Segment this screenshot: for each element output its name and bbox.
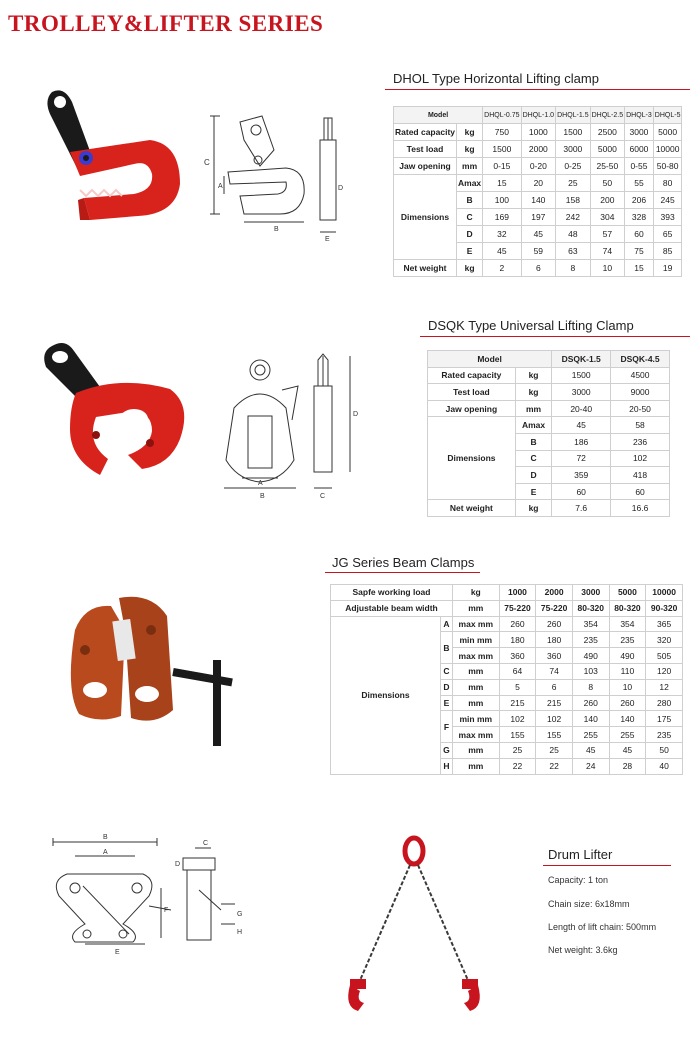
table-cell: 359 [552, 467, 611, 484]
dhol-clamp-photo [30, 80, 190, 230]
table-row [394, 158, 682, 175]
dhol-section-title: DHOL Type Horizontal Lifting clamp [393, 71, 599, 86]
table-cell: 180 [536, 632, 573, 648]
table-cell: 236 [611, 433, 670, 450]
dsqk-title-rule [420, 336, 690, 337]
table-cell: 140 [572, 711, 609, 727]
drum-lifter-photo [330, 835, 500, 1035]
table-cell: 175 [646, 711, 683, 727]
jg-dim-letter: D [441, 679, 453, 695]
jg-dim-letter: G [441, 742, 453, 758]
jg-technical-drawing [45, 830, 255, 960]
table-cell: 260 [536, 616, 573, 632]
dsqk-label-jaw-opening: Jaw opening [428, 400, 516, 417]
table-cell: 0-55 [625, 158, 654, 175]
table-cell: 354 [609, 616, 646, 632]
table-cell: 12 [646, 679, 683, 695]
table-cell: 215 [536, 695, 573, 711]
jg-dim-g-label: G [237, 911, 243, 918]
table-cell: 103 [572, 663, 609, 679]
table-cell: 57 [590, 226, 625, 243]
jg-dim-unit: mm [452, 758, 499, 774]
table-cell: 45 [552, 417, 611, 434]
table-cell: 25 [556, 175, 591, 192]
dhol-dim-b: B [274, 226, 279, 233]
jg-dim-letter: H [441, 758, 453, 774]
table-cell: 255 [572, 727, 609, 743]
table-cell: 490 [609, 648, 646, 664]
table-cell: 260 [499, 616, 536, 632]
dhol-label-net-weight: Net weight [394, 260, 457, 277]
table-cell: 393 [653, 209, 682, 226]
table-cell: 505 [646, 648, 683, 664]
table-cell: 206 [625, 192, 654, 209]
dhol-label-dimensions: Dimensions [394, 175, 457, 260]
table-cell: 16.6 [611, 500, 670, 517]
table-cell: 255 [609, 727, 646, 743]
dhol-dim-key: C [457, 209, 483, 226]
table-cell: 3000 [572, 585, 609, 601]
table-cell: 120 [646, 663, 683, 679]
table-cell: 197 [521, 209, 556, 226]
table-row [394, 260, 682, 277]
table-cell: 6 [536, 679, 573, 695]
table-cell: 19 [653, 260, 682, 277]
jg-dim-unit: max mm [452, 616, 499, 632]
table-cell: 354 [572, 616, 609, 632]
table-cell: 50 [590, 175, 625, 192]
dsqk-model: DSQK-1.5 [552, 351, 611, 368]
jg-dim-letter: F [441, 711, 453, 743]
jg-dim-unit: max mm [452, 648, 499, 664]
table-cell: 0-20 [521, 158, 556, 175]
table-cell: 6 [521, 260, 556, 277]
table-cell: 75 [625, 243, 654, 260]
table-cell: 1000 [499, 585, 536, 601]
jg-dim-b-label: B [103, 834, 108, 841]
drum-spec-chain-length: Length of lift chain: 500mm [548, 922, 657, 932]
table-cell: 1500 [556, 124, 591, 141]
drum-title-rule [543, 865, 671, 866]
table-cell: 63 [556, 243, 591, 260]
table-cell: 750 [483, 124, 521, 141]
table-cell: 8 [572, 679, 609, 695]
dsqk-dim-key: B [515, 433, 551, 450]
dhol-header-model: Model [394, 107, 483, 124]
table-cell: 200 [590, 192, 625, 209]
table-cell: 155 [499, 727, 536, 743]
jg-dim-d-label: D [175, 861, 181, 868]
dhol-unit: mm [457, 158, 483, 175]
dsqk-dim-key: E [515, 483, 551, 500]
table-cell: 22 [536, 758, 573, 774]
table-cell: 418 [611, 467, 670, 484]
dsqk-model: DSQK-4.5 [611, 351, 670, 368]
table-cell: 2500 [590, 124, 625, 141]
dhol-model: DHQL-0.75 [483, 107, 521, 124]
table-row [428, 351, 670, 368]
table-cell: 6000 [625, 141, 654, 158]
dhol-model: DHQL-2.5 [590, 107, 625, 124]
drum-spec-net-weight: Net weight: 3.6kg [548, 945, 618, 955]
jg-dim-e-label: E [115, 949, 120, 956]
table-cell: 1500 [552, 367, 611, 384]
table-cell: 28 [609, 758, 646, 774]
table-cell: 40 [646, 758, 683, 774]
jg-dim-unit: mm [452, 663, 499, 679]
table-cell: 5000 [609, 585, 646, 601]
table-cell: 245 [653, 192, 682, 209]
table-cell: 140 [521, 192, 556, 209]
table-cell: 304 [590, 209, 625, 226]
table-cell: 48 [556, 226, 591, 243]
dsqk-spec-table [427, 350, 670, 517]
jg-dim-h-label: H [237, 929, 243, 936]
page-title: TROLLEY&LIFTER SERIES [8, 11, 324, 36]
table-cell: 55 [625, 175, 654, 192]
table-cell: 60 [552, 483, 611, 500]
jg-dim-letter: E [441, 695, 453, 711]
jg-dim-unit: min mm [452, 711, 499, 727]
table-cell: 5000 [653, 124, 682, 141]
table-cell: 2000 [536, 585, 573, 601]
jg-dim-unit: mm [452, 742, 499, 758]
dhol-title-rule [385, 89, 690, 90]
table-cell: 102 [611, 450, 670, 467]
dhol-spec-table [393, 106, 682, 277]
dsqk-unit: mm [515, 400, 551, 417]
table-cell: 74 [590, 243, 625, 260]
dsqk-unit: kg [515, 500, 551, 517]
drum-lifter-title: Drum Lifter [548, 847, 613, 862]
jg-label-adjustable-beam-width: Adjustable beam width [331, 600, 453, 616]
dhol-label-jaw-opening: Jaw opening [394, 158, 457, 175]
table-cell: 3000 [625, 124, 654, 141]
table-cell: 110 [609, 663, 646, 679]
table-cell: 0-25 [556, 158, 591, 175]
table-cell: 20-40 [552, 400, 611, 417]
jg-dim-unit: mm [452, 679, 499, 695]
table-cell: 60 [625, 226, 654, 243]
table-cell: 2000 [521, 141, 556, 158]
table-cell: 10 [609, 679, 646, 695]
table-cell: 365 [646, 616, 683, 632]
table-row [428, 384, 670, 401]
table-cell: 3000 [556, 141, 591, 158]
dsqk-unit: kg [515, 367, 551, 384]
table-cell: 15 [483, 175, 521, 192]
table-cell: 260 [609, 695, 646, 711]
dsqk-dim-b: B [260, 493, 265, 500]
dhol-label-test-load: Test load [394, 141, 457, 158]
jg-dim-letter: A [441, 616, 453, 632]
dhol-unit: kg [457, 124, 483, 141]
table-row [331, 585, 683, 601]
table-cell: 9000 [611, 384, 670, 401]
table-cell: 15 [625, 260, 654, 277]
table-cell: 50 [646, 742, 683, 758]
table-cell: 20-50 [611, 400, 670, 417]
table-cell: 328 [625, 209, 654, 226]
dhol-unit: kg [457, 260, 483, 277]
jg-dim-a-label: A [103, 849, 108, 856]
jg-dim-letter: C [441, 663, 453, 679]
table-cell: 5000 [590, 141, 625, 158]
table-cell: 1500 [483, 141, 521, 158]
table-cell: 45 [572, 742, 609, 758]
table-cell: 3000 [552, 384, 611, 401]
dhol-dim-e: E [325, 236, 330, 243]
table-row [394, 124, 682, 141]
table-cell: 10000 [646, 585, 683, 601]
jg-spec-table [330, 584, 683, 775]
jg-beam-clamp-photo [55, 590, 255, 755]
table-cell: 5 [499, 679, 536, 695]
table-cell: 25-50 [590, 158, 625, 175]
dsqk-technical-drawing [222, 350, 372, 500]
dhol-dim-key: Amax [457, 175, 483, 192]
table-cell: 235 [572, 632, 609, 648]
dsqk-dim-key: C [515, 450, 551, 467]
dsqk-dim-key: Amax [515, 417, 551, 434]
table-cell: 74 [536, 663, 573, 679]
table-cell: 8 [556, 260, 591, 277]
table-cell: 72 [552, 450, 611, 467]
table-cell: 10 [590, 260, 625, 277]
table-cell: 0-15 [483, 158, 521, 175]
dhol-model: DHQL-1.0 [521, 107, 556, 124]
table-row [394, 175, 682, 192]
jg-unit: mm [452, 600, 499, 616]
table-cell: 320 [646, 632, 683, 648]
table-cell: 140 [609, 711, 646, 727]
table-cell: 102 [536, 711, 573, 727]
jg-unit: kg [452, 585, 499, 601]
dhol-dim-a: A [218, 183, 223, 190]
jg-label-dimensions: Dimensions [331, 616, 441, 774]
dhol-dim-key: B [457, 192, 483, 209]
table-cell: 45 [483, 243, 521, 260]
table-cell: 186 [552, 433, 611, 450]
dhol-dim-key: E [457, 243, 483, 260]
jg-dim-unit: max mm [452, 727, 499, 743]
dhol-model: DHQL-5 [653, 107, 682, 124]
table-cell: 4500 [611, 367, 670, 384]
table-row [428, 367, 670, 384]
table-row [428, 417, 670, 434]
table-cell: 235 [609, 632, 646, 648]
dsqk-label-rated-capacity: Rated capacity [428, 367, 516, 384]
dhol-model: DHQL-3 [625, 107, 654, 124]
table-cell: 85 [653, 243, 682, 260]
table-cell: 32 [483, 226, 521, 243]
jg-dim-c-label: C [203, 840, 209, 847]
dsqk-section-title: DSQK Type Universal Lifting Clamp [428, 318, 634, 333]
table-cell: 490 [572, 648, 609, 664]
jg-label-safe-working-load: Sapfe working load [331, 585, 453, 601]
dsqk-dim-key: D [515, 467, 551, 484]
table-cell: 59 [521, 243, 556, 260]
dsqk-dim-a: A [258, 480, 263, 487]
table-cell: 75-220 [536, 600, 573, 616]
drum-spec-capacity: Capacity: 1 ton [548, 875, 609, 885]
jg-dim-letter: B [441, 632, 453, 664]
dsqk-unit: kg [515, 384, 551, 401]
table-cell: 90-320 [646, 600, 683, 616]
table-cell: 242 [556, 209, 591, 226]
table-cell: 158 [556, 192, 591, 209]
dsqk-label-net-weight: Net weight [428, 500, 516, 517]
table-cell: 22 [499, 758, 536, 774]
table-row [428, 500, 670, 517]
table-cell: 80-320 [609, 600, 646, 616]
table-cell: 1000 [521, 124, 556, 141]
table-cell: 10000 [653, 141, 682, 158]
table-cell: 24 [572, 758, 609, 774]
table-cell: 180 [499, 632, 536, 648]
jg-title-rule [325, 572, 480, 573]
table-cell: 20 [521, 175, 556, 192]
table-row [331, 616, 683, 632]
dhol-unit: kg [457, 141, 483, 158]
dhol-dim-c: C [204, 158, 210, 167]
dsqk-dim-d: D [353, 411, 359, 418]
drum-spec-chain-size: Chain size: 6x18mm [548, 899, 630, 909]
table-cell: 65 [653, 226, 682, 243]
dhol-dim-key: D [457, 226, 483, 243]
table-row [428, 400, 670, 417]
table-cell: 45 [521, 226, 556, 243]
table-cell: 25 [536, 742, 573, 758]
table-cell: 80-320 [572, 600, 609, 616]
jg-dim-unit: mm [452, 695, 499, 711]
table-cell: 7.6 [552, 500, 611, 517]
table-cell: 60 [611, 483, 670, 500]
table-cell: 155 [536, 727, 573, 743]
table-cell: 280 [646, 695, 683, 711]
table-cell: 169 [483, 209, 521, 226]
dsqk-dim-c: C [320, 493, 326, 500]
table-row [331, 600, 683, 616]
table-cell: 58 [611, 417, 670, 434]
table-cell: 25 [499, 742, 536, 758]
table-cell: 50-80 [653, 158, 682, 175]
jg-dim-f-label: F [164, 907, 169, 914]
table-cell: 100 [483, 192, 521, 209]
table-cell: 80 [653, 175, 682, 192]
table-cell: 360 [499, 648, 536, 664]
dsqk-header-model: Model [428, 351, 552, 368]
table-cell: 102 [499, 711, 536, 727]
table-cell: 260 [572, 695, 609, 711]
dhol-technical-drawing [200, 110, 350, 245]
jg-dim-unit: min mm [452, 632, 499, 648]
table-cell: 64 [499, 663, 536, 679]
table-row [394, 141, 682, 158]
table-cell: 2 [483, 260, 521, 277]
dsqk-label-dimensions: Dimensions [428, 417, 516, 500]
table-cell: 215 [499, 695, 536, 711]
table-cell: 360 [536, 648, 573, 664]
table-cell: 45 [609, 742, 646, 758]
dhol-label-rated-capacity: Rated capacity [394, 124, 457, 141]
table-cell: 75-220 [499, 600, 536, 616]
jg-section-title: JG Series Beam Clamps [332, 555, 475, 570]
table-row [394, 107, 682, 124]
dhol-model: DHQL-1.5 [556, 107, 591, 124]
table-cell: 235 [646, 727, 683, 743]
dsqk-label-test-load: Test load [428, 384, 516, 401]
dsqk-clamp-photo [30, 335, 195, 485]
dhol-dim-d: D [338, 185, 344, 192]
